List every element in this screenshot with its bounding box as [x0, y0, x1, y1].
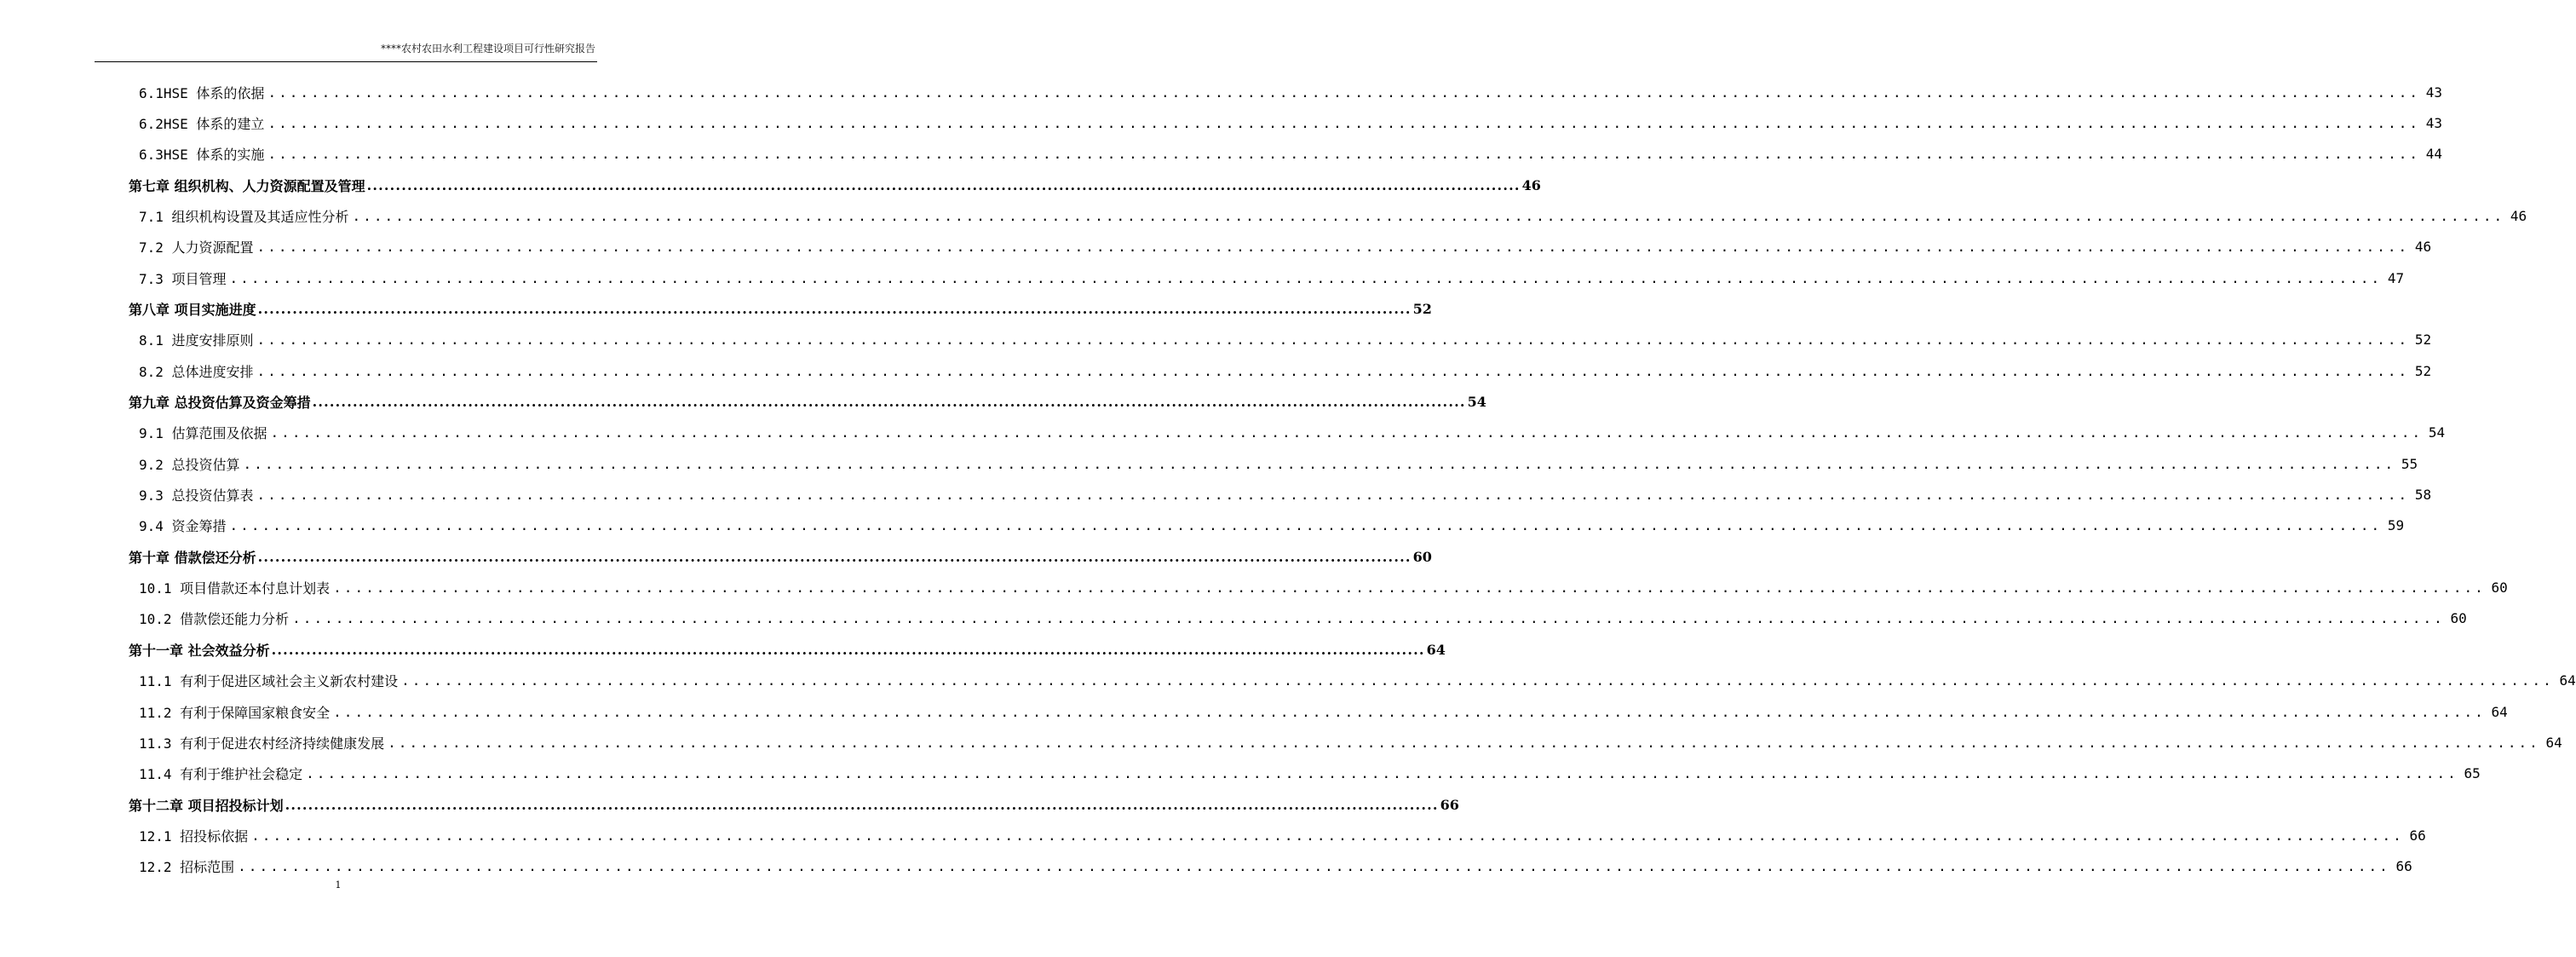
toc-section-entry[interactable] [139, 262, 2405, 293]
toc-entry-page: 52 [1412, 300, 1432, 317]
toc-entry-label: 7.2 人力资源配置 [139, 239, 254, 257]
toc-dot-leader: ........................................................................................................................................................................................................ [238, 858, 2390, 875]
toc-entry-label: 11.4 有利于维护社会稳定 [139, 766, 303, 783]
toc-entry-page: 44 [2425, 146, 2442, 163]
toc-entry-label: 6.1HSE 体系的依据 [139, 84, 265, 101]
toc-section-entry[interactable] [139, 232, 2432, 262]
toc-section-entry[interactable] [139, 696, 2508, 727]
toc-entry-page: 64 [2545, 734, 2562, 751]
toc-dot-leader: ........................................................................................................................................................................................................ [366, 176, 1521, 193]
toc-entry-page: 54 [2428, 424, 2446, 441]
toc-dot-leader: ........................................................................................................................................................................................................ [243, 455, 2396, 472]
toc-section-entry[interactable] [139, 758, 2481, 789]
toc-dot-leader: ........................................................................................................................................................................................................ [267, 84, 2420, 101]
toc-section-entry[interactable] [139, 603, 2467, 634]
toc-entry-page: 46 [2414, 239, 2432, 256]
toc-section-entry[interactable] [139, 666, 2576, 696]
toc-dot-leader: ........................................................................................................................................................................................................ [401, 672, 2554, 689]
toc-dot-leader: ........................................................................................................................................................................................................ [256, 362, 2410, 379]
toc-entry-page: 47 [2387, 269, 2405, 286]
toc-chapter-entry[interactable] [129, 541, 1432, 572]
toc-chapter-entry[interactable] [129, 170, 1541, 200]
toc-dot-leader: ........................................................................................................................................................................................................ [285, 796, 1439, 813]
toc-dot-leader: ........................................................................................................................................................................................................ [352, 207, 2505, 224]
toc-entry-label: 11.3 有利于促进农村经济持续健康发展 [139, 735, 385, 752]
toc-section-entry[interactable] [139, 355, 2432, 386]
toc-chapter-entry[interactable] [129, 634, 1446, 665]
toc-dot-leader: ........................................................................................................................................................................................................ [256, 331, 2410, 349]
toc-entry-page: 46 [2510, 207, 2527, 224]
toc-entry-page: 52 [2414, 362, 2432, 379]
toc-entry-label: 11.1 有利于促进区域社会主义新农村建设 [139, 673, 399, 690]
toc-entry-page: 46 [1521, 176, 1541, 193]
toc-section-entry[interactable] [139, 480, 2432, 510]
toc-dot-leader: ........................................................................................................................................................................................................ [267, 114, 2420, 131]
toc-dot-leader: ........................................................................................................................................................................................................ [306, 765, 2458, 782]
toc-entry-page: 64 [1426, 641, 1446, 658]
toc-entry-page: 55 [2401, 455, 2418, 472]
toc-entry-label: 9.4 资金筹措 [139, 518, 227, 535]
toc-entry-label: 8.2 总体进度安排 [139, 363, 254, 380]
toc-entry-page: 66 [2395, 858, 2412, 875]
toc-dot-leader: ........................................................................................................................................................................................................ [257, 300, 1412, 317]
toc-entry-page: 58 [2414, 487, 2432, 504]
toc-section-entry[interactable] [139, 820, 2426, 850]
toc-entry-page: 66 [1440, 796, 1459, 813]
header-title: ****农村农田水利工程建设项目可行性研究报告 [380, 43, 595, 55]
toc-section-entry[interactable] [139, 200, 2527, 231]
toc-section-entry[interactable] [139, 418, 2446, 448]
toc-entry-label: 6.3HSE 体系的实施 [139, 147, 265, 164]
toc-dot-leader: ........................................................................................................................................................................................................ [251, 827, 2404, 844]
toc-entry-page: 60 [2450, 610, 2467, 627]
toc-section-entry[interactable] [139, 325, 2432, 355]
running-header [95, 37, 597, 62]
toc-entry-label: 10.1 项目借款还本付息计划表 [139, 580, 331, 597]
toc-entry-label: 第七章 组织机构、人力资源配置及管理 [129, 177, 365, 194]
toc-dot-leader: ........................................................................................................................................................................................................ [270, 424, 2424, 441]
toc-entry-label: 9.1 估算范围及依据 [139, 425, 267, 442]
toc-entry-label: 8.1 进度安排原则 [139, 332, 254, 349]
toc-dot-leader: ........................................................................................................................................................................................................ [388, 734, 2540, 751]
toc-entry-page: 66 [2409, 827, 2426, 844]
toc-section-entry[interactable] [139, 107, 2442, 138]
toc-section-entry[interactable] [139, 510, 2405, 541]
toc-entry-label: 6.2HSE 体系的建立 [139, 115, 265, 132]
toc-entry-page: 64 [2491, 703, 2508, 720]
toc-entry-label: 7.1 组织机构设置及其适应性分析 [139, 208, 349, 225]
toc-entry-page: 60 [1412, 548, 1432, 565]
toc-entry-label: 11.2 有利于保障国家粮食安全 [139, 704, 331, 721]
toc-entry-label: 12.2 招标范围 [139, 859, 235, 876]
toc-entry-label: 第八章 项目实施进度 [129, 301, 256, 318]
toc-dot-leader: ........................................................................................................................................................................................................ [256, 239, 2410, 256]
toc-entry-page: 64 [2559, 672, 2576, 689]
toc-chapter-entry[interactable] [129, 789, 1459, 820]
toc-entry-label: 10.2 借款偿还能力分析 [139, 611, 290, 628]
toc-entry-label: 第十一章 社会效益分析 [129, 642, 270, 659]
toc-chapter-entry[interactable] [129, 293, 1432, 324]
toc-entry-page: 43 [2425, 84, 2442, 101]
toc-entry-label: 第十章 借款偿还分析 [129, 549, 256, 566]
toc-entry-page: 43 [2425, 114, 2442, 131]
toc-chapter-entry[interactable] [129, 387, 1486, 418]
toc-dot-leader: ........................................................................................................................................................................................................ [333, 703, 2486, 720]
page-number: 1 [335, 879, 342, 891]
toc-entry-label: 9.2 总投资估算 [139, 456, 240, 473]
toc-dot-leader: ........................................................................................................................................................................................................ [256, 487, 2410, 504]
toc-section-entry[interactable] [139, 573, 2508, 603]
toc-dot-leader: ........................................................................................................................................................................................................ [267, 146, 2420, 163]
toc-section-entry[interactable] [139, 448, 2418, 479]
toc-dot-leader: ........................................................................................................................................................................................................ [333, 579, 2486, 597]
toc-entry-label: 第九章 总投资估算及资金筹措 [129, 395, 311, 411]
toc-dot-leader: ........................................................................................................................................................................................................ [312, 394, 1466, 410]
toc-entry-page: 59 [2387, 517, 2405, 534]
toc-entry-label: 第十二章 项目招投标计划 [129, 797, 284, 814]
toc-entry-label: 7.3 项目管理 [139, 270, 227, 287]
toc-section-entry[interactable] [139, 727, 2562, 758]
toc-entry-label: 12.1 招投标依据 [139, 827, 249, 845]
toc-entry-label: 9.3 总投资估算表 [139, 487, 254, 504]
toc-section-entry[interactable] [139, 139, 2442, 170]
toc-section-entry[interactable] [139, 851, 2412, 882]
toc-entry-page: 52 [2414, 331, 2432, 349]
toc-entry-page: 54 [1467, 394, 1486, 410]
toc-dot-leader: ........................................................................................................................................................................................................ [257, 548, 1412, 565]
toc-dot-leader: ........................................................................................................................................................................................................ [229, 269, 2383, 286]
toc-entry-page: 65 [2464, 765, 2481, 782]
toc-entry-page: 60 [2491, 579, 2508, 597]
toc-section-entry[interactable] [139, 77, 2442, 107]
toc-dot-leader: ........................................................................................................................................................................................................ [292, 610, 2445, 627]
toc-dot-leader: ........................................................................................................................................................................................................ [271, 641, 1425, 658]
toc-dot-leader: ........................................................................................................................................................................................................ [229, 517, 2383, 534]
